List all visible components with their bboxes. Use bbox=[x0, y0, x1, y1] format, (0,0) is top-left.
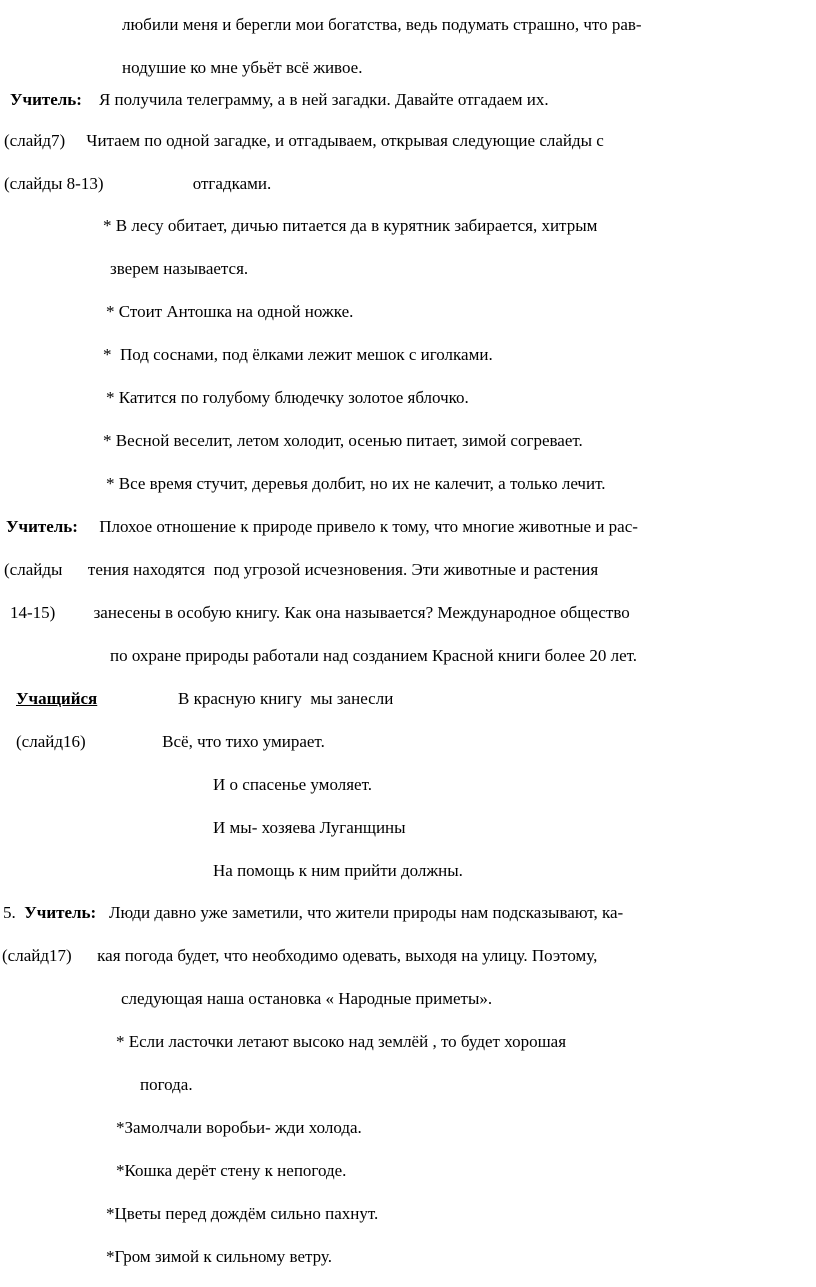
text-segment: *Кошка дерёт стену к непогоде. bbox=[116, 1161, 347, 1180]
text-segment: 5. bbox=[3, 903, 25, 922]
text-line bbox=[116, 1161, 346, 1181]
text-segment: (слайд17) кая погода будет, что необходимо одевать, выходя на улицу. Поэтому, bbox=[2, 946, 598, 965]
text-line bbox=[213, 818, 406, 838]
speaker-label: Учащийся bbox=[16, 689, 98, 708]
text-segment: (слайды тения находятся под угрозой исчезновения. Эти животные и растения bbox=[4, 560, 599, 579]
text-line bbox=[110, 646, 637, 666]
text-line bbox=[10, 90, 549, 110]
text-segment: 14-15) занесены в особую книгу. Как она называется? Международное общество bbox=[10, 603, 630, 622]
text-segment: * Если ласточки летают высоко над землёй , то будет хорошая bbox=[116, 1032, 567, 1051]
speaker-label: Учитель: bbox=[6, 517, 78, 536]
text-segment: * Стоит Антошка на одной ножке. bbox=[106, 302, 354, 321]
text-segment: * В лесу обитает, дичью питается да в курятник забирается, хитрым bbox=[103, 216, 598, 235]
text-line bbox=[140, 1075, 193, 1095]
text-segment: зверем называется. bbox=[110, 259, 249, 278]
text-line bbox=[103, 431, 583, 451]
text-line bbox=[122, 15, 642, 35]
text-line bbox=[121, 989, 492, 1009]
text-segment: погода. bbox=[140, 1075, 193, 1094]
text-line bbox=[16, 689, 393, 709]
text-segment: И о спасенье умоляет. bbox=[213, 775, 372, 794]
text-segment: *Гром зимой к сильному ветру. bbox=[106, 1247, 332, 1266]
text-segment: (слайд16) Всё, что тихо умирает. bbox=[16, 732, 325, 751]
text-segment: И мы- хозяева Луганщины bbox=[213, 818, 406, 837]
text-segment: *Цветы перед дождём сильно пахнут. bbox=[106, 1204, 379, 1223]
text-line bbox=[106, 1204, 378, 1224]
text-line bbox=[213, 775, 372, 795]
text-segment: (слайды 8-13) отгадками. bbox=[4, 174, 272, 193]
text-line bbox=[6, 517, 638, 537]
text-line bbox=[122, 58, 362, 78]
text-line bbox=[2, 946, 597, 966]
text-segment: *Замолчали воробьи- жди холода. bbox=[116, 1118, 362, 1137]
text-segment: * Под соснами, под ёлками лежит мешок с иголками. bbox=[103, 345, 493, 364]
text-line bbox=[103, 216, 597, 236]
text-line bbox=[110, 259, 248, 279]
text-segment: Плохое отношение к природе привело к тому, что многие животные и рас- bbox=[77, 517, 638, 536]
text-segment: Люди давно уже заметили, что жители природы нам подсказывают, ка- bbox=[96, 903, 624, 922]
text-line bbox=[106, 302, 353, 322]
text-line bbox=[4, 131, 604, 151]
text-line bbox=[4, 560, 598, 580]
text-line bbox=[3, 903, 623, 923]
text-line bbox=[106, 1247, 332, 1267]
speaker-label: Учитель: bbox=[10, 90, 82, 109]
text-segment: На помощь к ним прийти должны. bbox=[213, 861, 463, 880]
text-line bbox=[103, 345, 493, 365]
text-segment: следующая наша остановка « Народные приметы». bbox=[121, 989, 493, 1008]
text-line bbox=[16, 732, 325, 752]
text-segment: * Весной веселит, летом холодит, осенью питает, зимой согревает. bbox=[103, 431, 583, 450]
text-line bbox=[10, 603, 630, 623]
text-line bbox=[106, 474, 605, 494]
text-line bbox=[116, 1032, 566, 1052]
text-line bbox=[4, 174, 271, 194]
text-line bbox=[106, 388, 469, 408]
text-segment: * Все время стучит, деревья долбит, но их не калечит, а только лечит. bbox=[106, 474, 606, 493]
text-segment: * Катится по голубому блюдечку золотое яблочко. bbox=[106, 388, 469, 407]
text-segment: Я получила телеграмму, а в ней загадки. Давайте отгадаем их. bbox=[81, 90, 549, 109]
text-segment: нодушие ко мне убьёт всё живое. bbox=[122, 58, 363, 77]
text-segment: по охране природы работали над созданием Красной книги более 20 лет. bbox=[110, 646, 638, 665]
text-segment: любили меня и берегли мои богатства, ведь подумать страшно, что рав- bbox=[122, 15, 642, 34]
speaker-label: Учитель: bbox=[24, 903, 97, 922]
text-line bbox=[116, 1118, 362, 1138]
text-line bbox=[213, 861, 463, 881]
text-segment: В красную книгу мы занесли bbox=[97, 689, 394, 708]
text-segment: (слайд7) Читаем по одной загадке, и отгадываем, открывая следующие слайды с bbox=[4, 131, 604, 150]
